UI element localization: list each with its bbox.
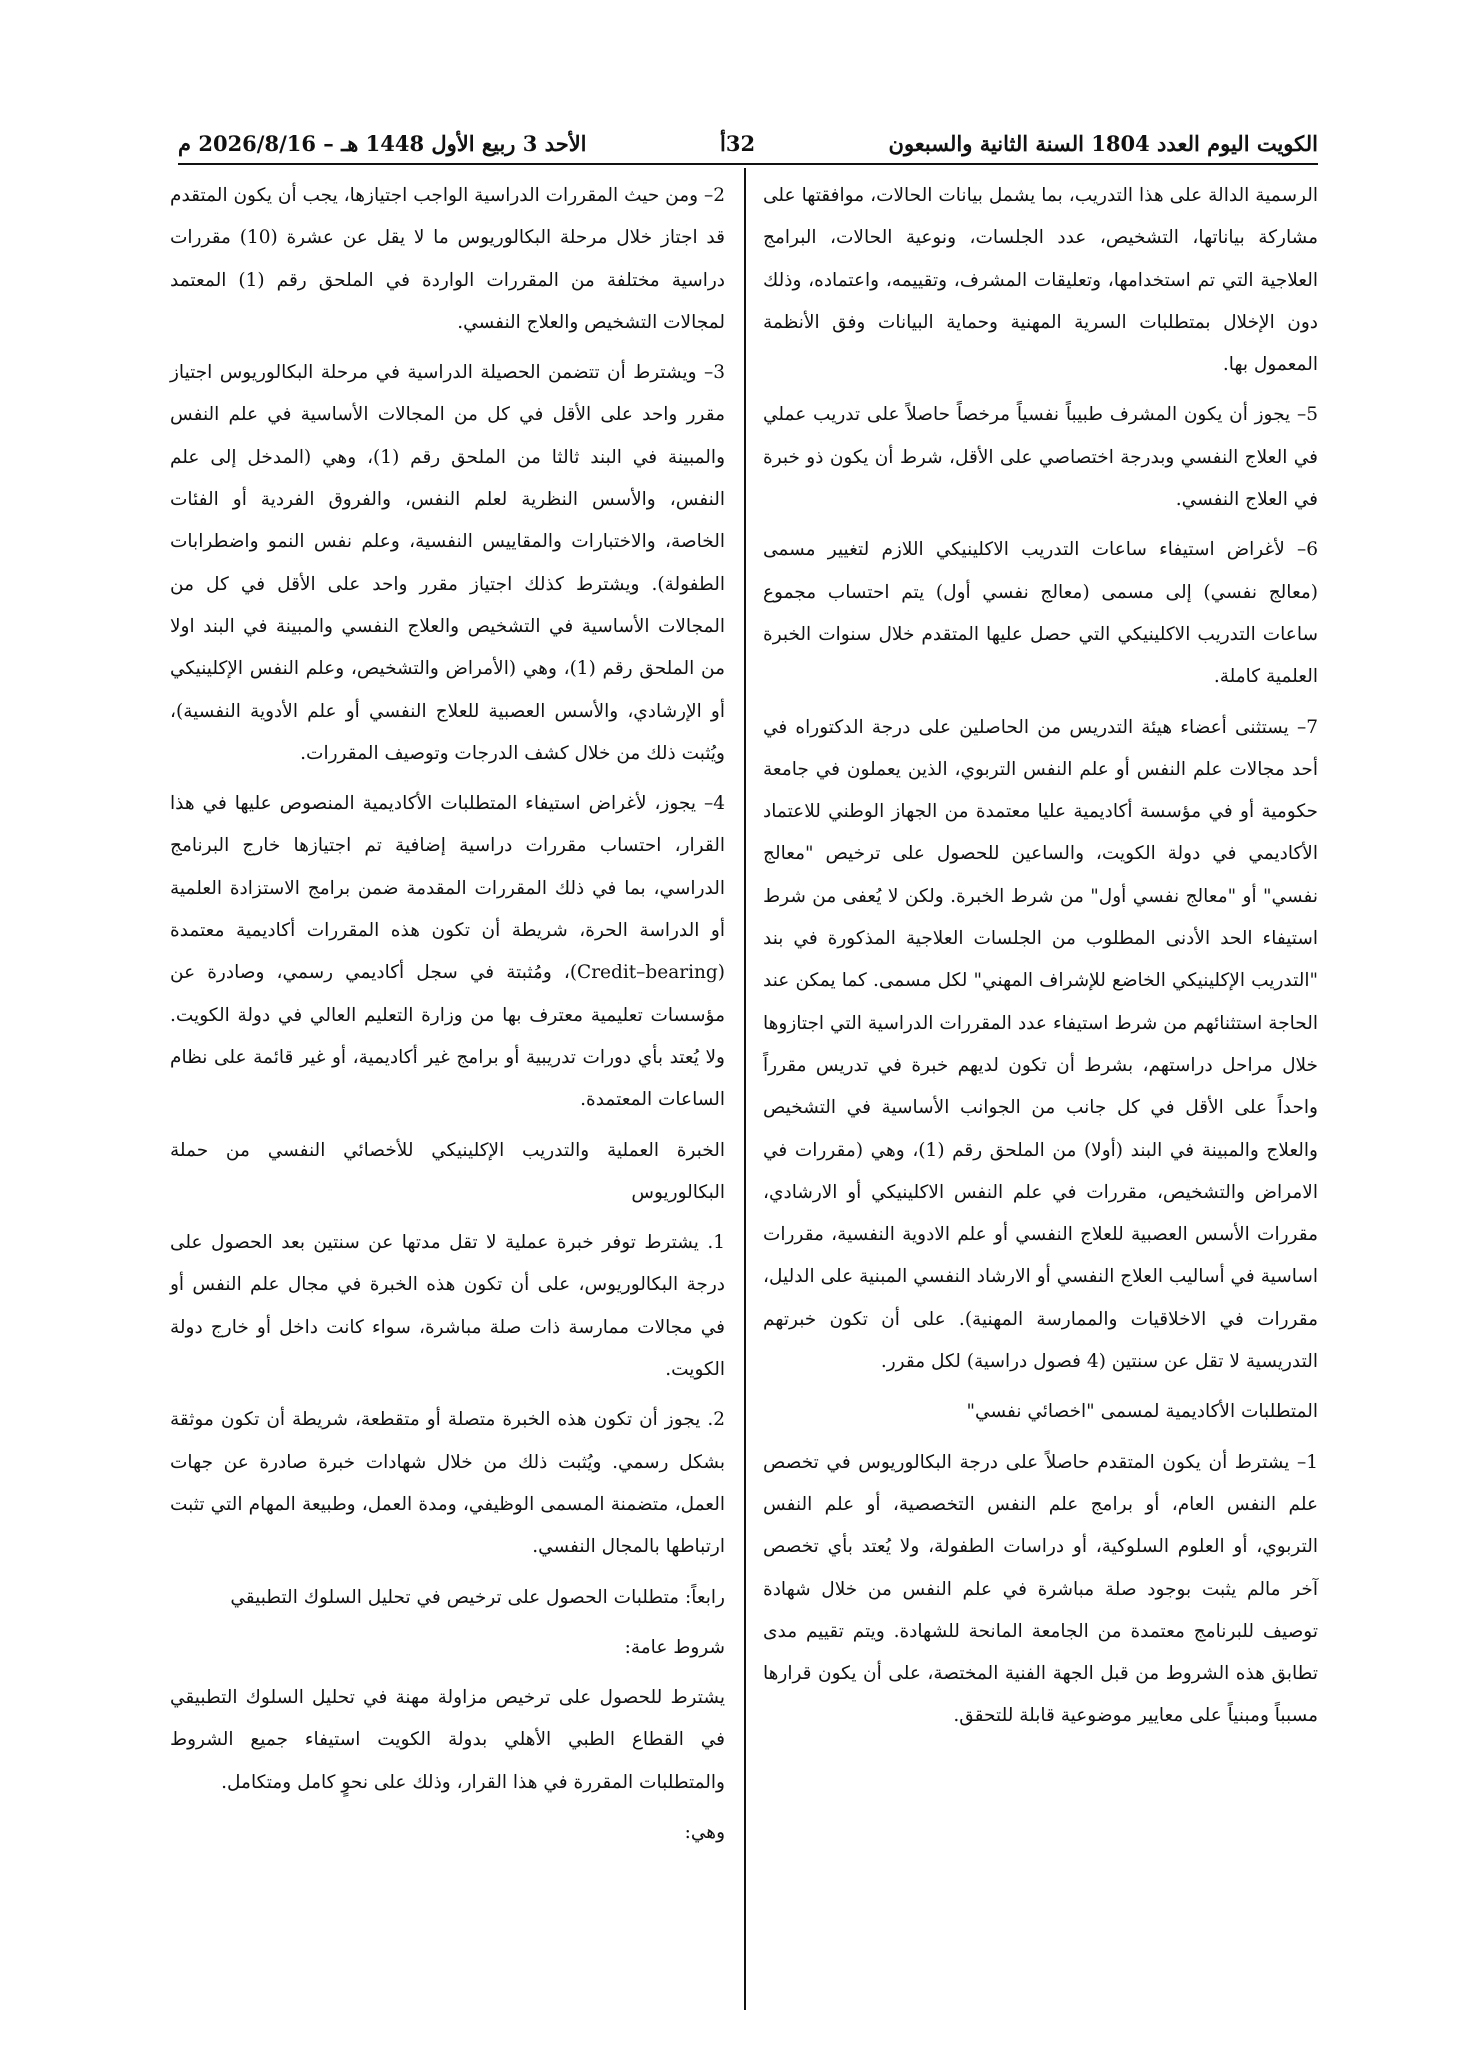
paragraph: 5– يجوز أن يكون المشرف طبيباً نفسياً مرخصاً حاصلاً على تدريب عملي في العلاج النفسي وبدرجة اختصاصي على الأقل، شرط أن يكون ذو خبرة في العلاج النفسي. (763, 404, 1318, 511)
paragraph: 1. يشترط توفر خبرة عملية لا تقل مدتها عن سنتين بعد الحصول على درجة البكالوريوس، على أن تكون هذه الخبرة في مجال علم النفس أو في مجالات ممارسة ذات صلة مباشرة، سواء كانت داخل أو خارج دولة الكويت. (170, 1232, 725, 1381)
subheading: شروط عامة: (624, 1636, 725, 1658)
header-date: الأحد 3 ربيع الأول 1448 هـ – 2026/8/16 م (178, 130, 587, 156)
section-heading: الخبرة العملية والتدريب الإكلينيكي للأخصائي النفسي من حملة البكالوريوس (170, 1139, 725, 1203)
paragraph: 1– يشترط أن يكون المتقدم حاصلاً على درجة البكالوريوس في تخصص علم النفس العام، أو برامج علم النفس التخصصية، أو علم النفس التربوي، أو العلوم السلوكية، أو دراسات الطفولة، ولا يُعتد بأي تخصص آخر مالم يثبت بوجود صلة مباشرة في علم النفس من خلال شهادة توصيف للبرنامج معتمدة من الجامعة المانحة للشهادة. ويتم تقييم مدى تطابق هذه الشروط من قبل الجهة الفنية المختصة، على أن يكون قرارها مسبباً ومبنياً على معايير موضوعية قابلة للتحقق. (763, 1451, 1318, 1727)
paragraph: 6– لأغراض استيفاء ساعات التدريب الاكلينيكي اللازم لتغيير مسمى (معالج نفسي) إلى مسمى (معالج نفسي أول) يتم احتساب مجموع ساعات التدريب الاكلينيكي التي حصل عليها المتقدم خلال سنوات الخبرة العلمية كاملة. (763, 539, 1318, 688)
paragraph: 3– ويشترط أن تتضمن الحصيلة الدراسية في مرحلة البكالوريوس اجتياز مقرر واحد على الأقل في كل من المجالات الأساسية في علم النفس والمبينة في البند ثالثا من الملحق رقم (1)، وهي (المدخل إلى علم النفس، والأسس النظرية لعلم النفس، والفروق الفردية أو الفئات الخاصة، والاختبارات والمقاييس النفسية، وعلم نفس النمو واضطرابات الطفولة). ويشترط كذلك اجتياز مقرر واحد على الأقل في كل من المجالات الأساسية في التشخيص والعلاج النفسي والمبينة في البند اولا من الملحق رقم (1)، وهي (الأمراض والتشخيص، وعلم النفس الإكلينيكي أو الإرشادي، والأسس العصبية للعلاج النفسي أو علم الأدوية النفسية)، ويُثبت ذلك من خلال كشف الدرجات وتوصيف المقررات. (170, 362, 726, 764)
page-header (178, 118, 1318, 168)
paragraph: 7– يستثنى أعضاء هيئة التدريس من الحاصلين على درجة الدكتوراه في أحد مجالات علم النفس أو علم النفس التربوي، الذين يعملون في جامعة حكومية أو في مؤسسة أكاديمية عليا معتمدة من الجهاز الوطني للاعتماد الأكاديمي في دولة الكويت، والساعين للحصول على ترخيص "معالج نفسي" أو "معالج نفسي أول" من شرط الخبرة. ولكن لا يُعفى من شرط استيفاء الحد الأدنى المطلوب من الجلسات العلاجية المذكورة في بند "التدريب الإكلينيكي الخاضع للإشراف المهني" لكل مسمى. كما يمكن عند الحاجة استثنائهم من شرط استيفاء عدد المقررات الدراسية التي اجتازوها خلال مراحل دراستهم، بشرط أن تكون لديهم خبرة في تدريس مقرراً واحداً على الأقل في كل جانب من الجوانب الأساسية في التشخيص والعلاج والمبينة في البند (أولا) من الملحق رقم (1)، وهي (مقررات في الامراض والتشخيص، مقررات في علم النفس الاكلينيكي أو الارشادي، مقررات الأسس العصبية للعلاج النفسي أو علم الادوية النفسية، مقررات اساسية في أساليب العلاج النفسي أو الارشاد النفسي المبنية على الدليل، مقررات في الاخلاقيات والممارسة المهنية). على أن تكون خبرتهم التدريسية لا تقل عن سنتين (4 فصول دراسية) لكل مقرر. (763, 716, 1318, 1373)
section-heading: المتطلبات الأكاديمية لمسمى "اخصائي نفسي" (966, 1401, 1318, 1423)
paragraph: يشترط للحصول على ترخيص مزاولة مهنة في تحليل السلوك التطبيقي في القطاع الطبي الأهلي بدولة الكويت استيفاء جميع الشروط والمتطلبات المقررة في هذا القرار، وذلك على نحوٍ كامل ومتكامل. (170, 1687, 725, 1793)
right-column (763, 175, 1318, 1746)
paragraph: 2– ومن حيث المقررات الدراسية الواجب اجتيازها، يجب أن يكون المتقدم قد اجتاز خلال مرحلة البكالوريوس ما لا يقل عن عشرة (10) مقررات دراسية مختلفة من المقررات الواردة في الملحق رقم (1) المعتمد لمجالات التشخيص والعلاج النفسي. (170, 185, 726, 333)
column-divider (744, 168, 746, 2010)
paragraph: 4– يجوز، لأغراض استيفاء المتطلبات الأكاديمية المنصوص عليها في هذا القرار، احتساب مقررات دراسية إضافية تم اجتيازها خارج البرنامج الدراسي، بما في ذلك المقررات المقدمة ضمن برامج الاستزادة العلمية أو الدراسة الحرة، شريطة أن تكون هذه المقررات أكاديمية معتمدة (Credit–bearing)، ومُثبتة في سجل أكاديمي رسمي، وصادرة عن مؤسسات تعليمية معترف بها من وزارة التعليم العالي في دولة الكويت. ولا يُعتد بأي دورات تدريبية أو برامج غير أكاديمية، أو غير قائمة على نظام الساعات المعتمدة. (170, 793, 725, 1111)
paragraph: 2. يجوز أن تكون هذه الخبرة متصلة أو متقطعة، شريطة أن تكون موثقة بشكل رسمي. ويُثبت ذلك من خلال شهادات خبرة صادرة عن جهات العمل، متضمنة المسمى الوظيفي، ومدة العمل، وطبيعة المهام التي تثبت ارتباطها بالمجال النفسي. (170, 1409, 725, 1558)
page-number: 32أ (719, 130, 756, 156)
section-heading: رابعاً: متطلبات الحصول على ترخيص في تحليل السلوك التطبيقي (230, 1586, 725, 1608)
header-rule (178, 163, 1318, 165)
left-column (170, 175, 725, 1862)
paragraph: وهي: (684, 1821, 725, 1843)
paragraph: الرسمية الدالة على هذا التدريب، بما يشمل بيانات الحالات، موافقتها على مشاركة بياناتها، التشخيص، عدد الجلسات، ونوعية الحالات، البرامج العلاجية التي تم استخدامها، وتعليقات المشرف، وتقييمه، واعتماده، وذلك دون الإخلال بمتطلبات السرية المهنية وحماية البيانات وفق الأنظمة المعمول بها. (763, 185, 1318, 376)
header-issue-info: الكويت اليوم العدد 1804 السنة الثانية والسبعون (888, 130, 1318, 156)
